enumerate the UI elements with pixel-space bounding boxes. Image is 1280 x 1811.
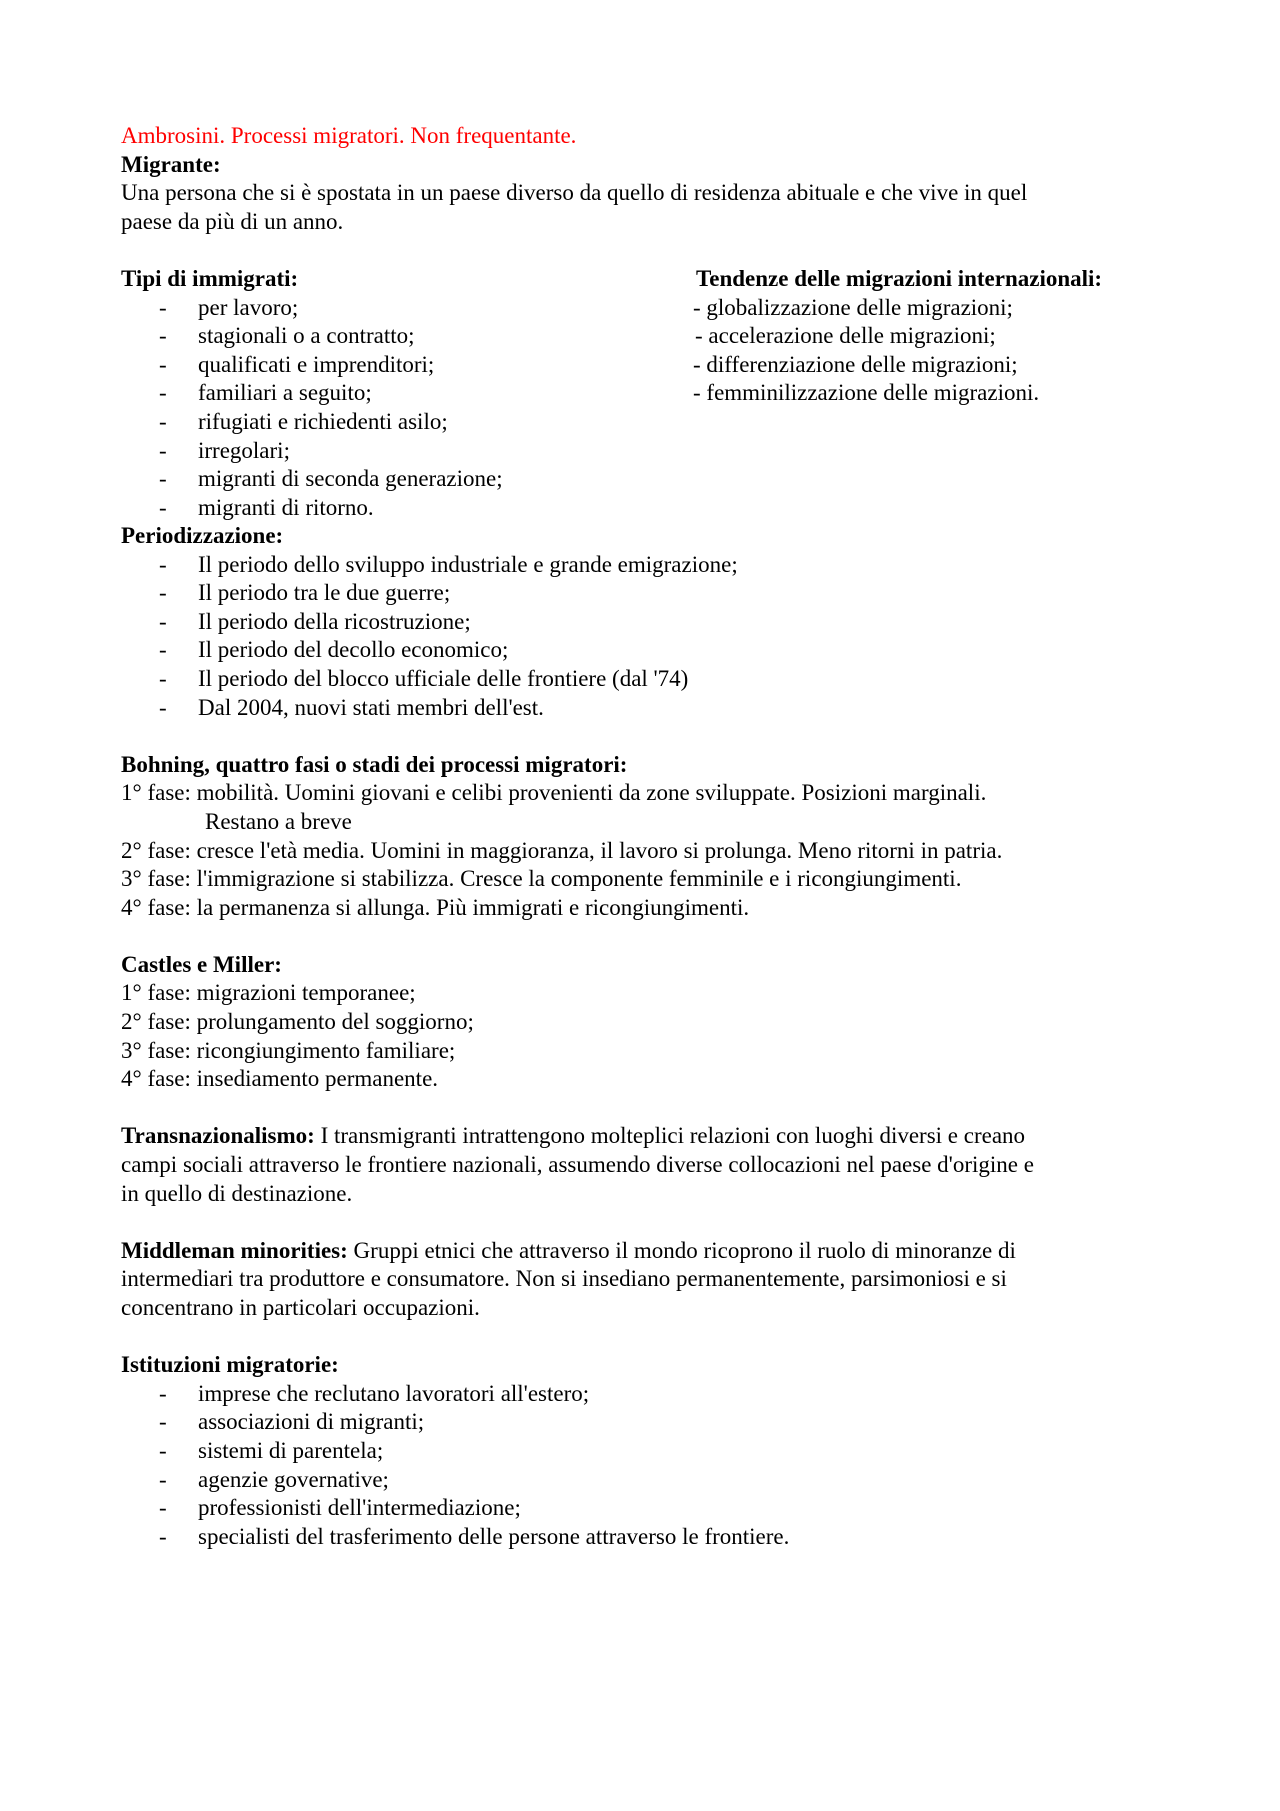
list-item <box>121 1466 1171 1495</box>
castles-phase: 1° fase: migrazioni temporanee; <box>121 980 416 1006</box>
document-page <box>121 122 1171 1551</box>
list-item <box>121 1523 1171 1552</box>
bohning-heading: Bohning, quattro fasi o stadi dei processi migratori: <box>121 751 628 777</box>
dash-bullet: - <box>159 494 167 520</box>
tipi-list <box>121 294 681 523</box>
list-item-text: per lavoro; <box>198 294 299 320</box>
transnazionalismo-text: I transmigranti intrattengono molteplici relazioni con luoghi diversi e creano <box>314 1123 1026 1149</box>
list-item <box>121 1408 1171 1437</box>
list-item-text: Il periodo del decollo economico; <box>198 637 509 663</box>
spacer <box>121 922 1171 951</box>
bohning-phase-1-continuation: Restano a breve <box>205 808 352 834</box>
dash-bullet: - <box>159 466 167 492</box>
list-item <box>121 408 681 437</box>
dash-bullet: - <box>159 665 167 691</box>
spacer <box>121 236 1171 265</box>
middleman-term: Middleman minorities: <box>121 1237 348 1263</box>
list-item <box>121 379 681 408</box>
middleman-line-1 <box>121 1237 1171 1266</box>
dash-bullet: - <box>159 1409 167 1435</box>
list-item-text: Il periodo del blocco ufficiale delle frontiere (dal '74) <box>198 665 689 691</box>
list-item-text: sistemi di parentela; <box>198 1437 384 1463</box>
dash-bullet: - <box>159 1437 167 1463</box>
tipi-column <box>121 265 681 522</box>
list-item-text: Il periodo tra le due guerre; <box>198 580 451 606</box>
document-title: Ambrosini. Processi migratori. Non frequentante. <box>121 123 577 148</box>
bohning-phase-2: 2° fase: cresce l'età media. Uomini in maggioranza, il lavoro si prolunga. Meno ritorni in patria. <box>121 837 1003 863</box>
tendenze-item: - differenziazione delle migrazioni; <box>693 351 1018 377</box>
dash-bullet: - <box>159 408 167 434</box>
list-item <box>121 294 681 323</box>
list-item <box>121 1494 1171 1523</box>
list-item <box>121 465 681 494</box>
tipi-heading: Tipi di immigrati: <box>121 265 299 291</box>
dash-bullet: - <box>159 1466 167 1492</box>
middleman-line-3: concentrano in particolari occupazioni. <box>121 1295 480 1320</box>
tendenze-column <box>693 265 1173 408</box>
dash-bullet: - <box>159 1380 167 1406</box>
dash-bullet: - <box>159 294 167 320</box>
list-item <box>121 694 1171 723</box>
spacer <box>121 1323 1171 1352</box>
migrante-heading: Migrante: <box>121 151 221 177</box>
list-item-text: agenzie governative; <box>198 1466 389 1492</box>
dash-bullet: - <box>159 1495 167 1521</box>
dash-bullet: - <box>159 608 167 634</box>
transnazionalismo-line-3: in quello di destinazione. <box>121 1180 353 1206</box>
list-item <box>121 1380 1171 1409</box>
istituzioni-heading: Istituzioni migratorie: <box>121 1352 339 1378</box>
list-item <box>121 1437 1171 1466</box>
bohning-phase-4: 4° fase: la permanenza si allunga. Più immigrati e ricongiungimenti. <box>121 894 750 920</box>
list-item-text: Dal 2004, nuovi stati membri dell'est. <box>198 694 544 720</box>
dash-bullet: - <box>159 580 167 606</box>
tendenze-item: - globalizzazione delle migrazioni; <box>693 294 1013 320</box>
migrante-definition-line-2: paese da più di un anno. <box>121 208 344 234</box>
transnazionalismo-line-1 <box>121 1122 1171 1151</box>
tendenze-heading: Tendenze delle migrazioni internazionali: <box>696 265 1103 291</box>
middleman-line-2: intermediari tra produttore e consumatore. Non si insediano permanentemente, parsimoniosi e si <box>121 1266 1007 1292</box>
list-item-text: rifugiati e richiedenti asilo; <box>198 408 448 434</box>
dash-bullet: - <box>159 437 167 463</box>
tendenze-item: - accelerazione delle migrazioni; <box>695 323 996 349</box>
list-item <box>121 351 681 380</box>
dash-bullet: - <box>159 551 167 577</box>
list-item <box>121 437 681 466</box>
list-item-text: Il periodo della ricostruzione; <box>198 608 471 634</box>
list-item-text: imprese che reclutano lavoratori all'estero; <box>198 1380 590 1406</box>
transnazionalismo-line-2: campi sociali attraverso le frontiere nazionali, assumendo diverse collocazioni nel paese d'origine e <box>121 1152 1034 1178</box>
periodizzazione-heading: Periodizzazione: <box>121 522 284 548</box>
list-item-text: familiari a seguito; <box>198 380 372 406</box>
tendenze-item: - femminilizzazione delle migrazioni. <box>693 380 1040 406</box>
bohning-phase-3: 3° fase: l'immigrazione si stabilizza. Cresce la componente femminile e i ricongiungimenti. <box>121 866 962 892</box>
list-item-text: associazioni di migranti; <box>198 1409 425 1435</box>
periodizzazione-list <box>121 551 1171 723</box>
bohning-phase-1: 1° fase: mobilità. Uomini giovani e celibi provenienti da zone sviluppate. Posizioni marginali. <box>121 780 987 806</box>
spacer <box>121 722 1171 751</box>
list-item-text: professionisti dell'intermediazione; <box>198 1495 521 1521</box>
list-item-text: irregolari; <box>198 437 290 463</box>
dash-bullet: - <box>159 323 167 349</box>
list-item <box>121 665 1171 694</box>
list-item <box>121 608 1171 637</box>
dash-bullet: - <box>159 637 167 663</box>
list-item-text: migranti di seconda generazione; <box>198 466 503 492</box>
list-item-text: qualificati e imprenditori; <box>198 351 435 377</box>
tipi-tendenze-section <box>121 265 1171 522</box>
list-item-text: migranti di ritorno. <box>198 494 374 520</box>
list-item <box>121 636 1171 665</box>
dash-bullet: - <box>159 351 167 377</box>
list-item <box>121 494 681 523</box>
istituzioni-list <box>121 1380 1171 1552</box>
dash-bullet: - <box>159 694 167 720</box>
castles-heading: Castles e Miller: <box>121 951 282 977</box>
castles-phase: 3° fase: ricongiungimento familiare; <box>121 1037 456 1063</box>
list-item <box>121 579 1171 608</box>
list-item <box>121 551 1171 580</box>
middleman-text: Gruppi etnici che attraverso il mondo ricoprono il ruolo di minoranze di <box>347 1237 1016 1263</box>
castles-phase: 2° fase: prolungamento del soggiorno; <box>121 1009 474 1035</box>
dash-bullet: - <box>159 380 167 406</box>
castles-phase: 4° fase: insediamento permanente. <box>121 1066 439 1092</box>
spacer <box>121 1208 1171 1237</box>
transnazionalismo-term: Transnazionalismo: <box>121 1123 315 1149</box>
dash-bullet: - <box>159 1523 167 1549</box>
list-item-text: specialisti del trasferimento delle persone attraverso le frontiere. <box>198 1523 790 1549</box>
list-item-text: Il periodo dello sviluppo industriale e grande emigrazione; <box>198 551 738 577</box>
list-item-text: stagionali o a contratto; <box>198 323 415 349</box>
migrante-definition-line-1: Una persona che si è spostata in un paese diverso da quello di residenza abituale e che vive in quel <box>121 180 1028 206</box>
spacer <box>121 1094 1171 1123</box>
list-item <box>121 322 681 351</box>
